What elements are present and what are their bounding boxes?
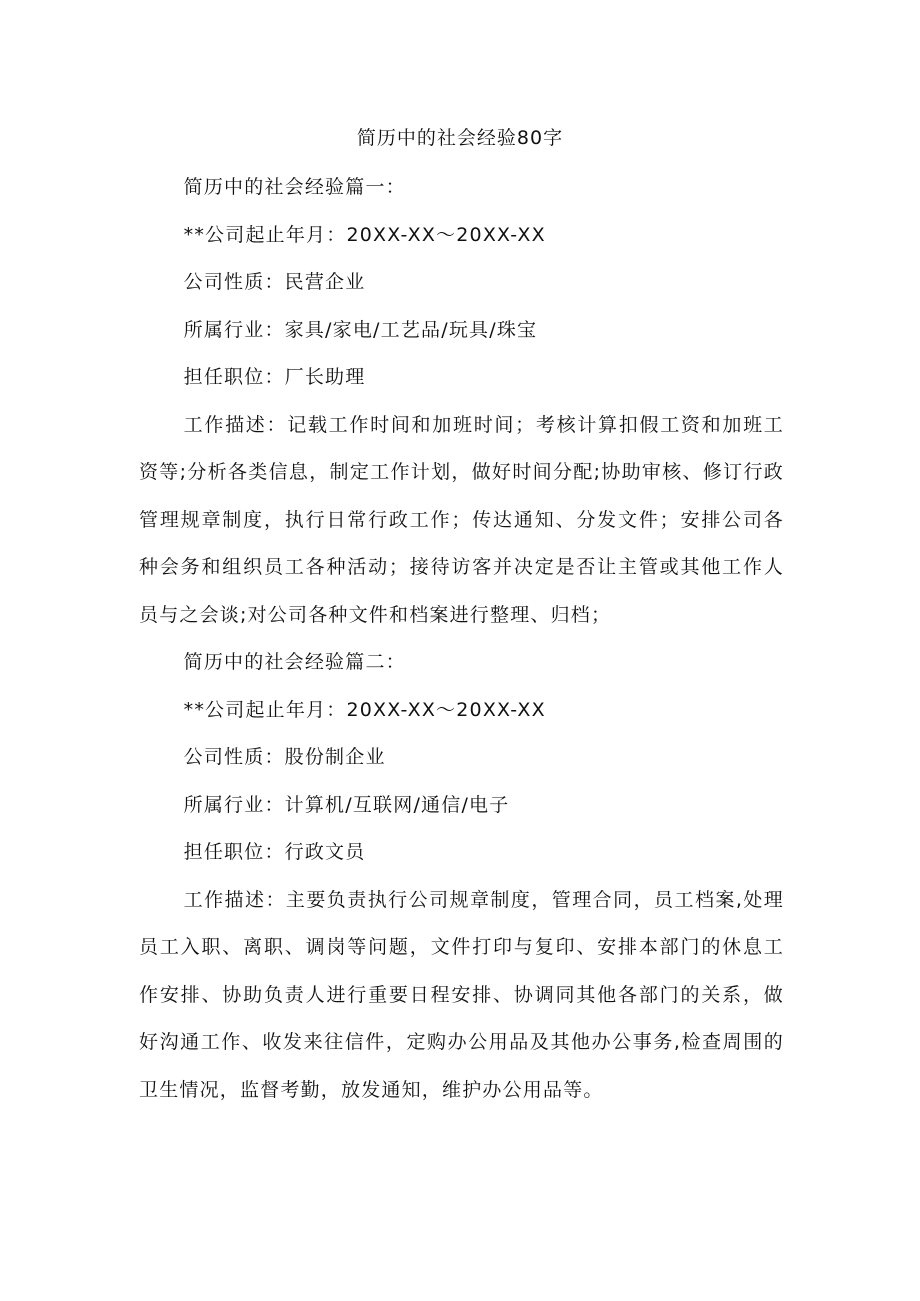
- company-nature: 公司性质：民营企业: [183, 271, 366, 293]
- industry: 所属行业：计算机/互联网/通信/电子: [183, 793, 510, 816]
- experience-section-2: [139, 639, 784, 1114]
- position: 担任职位：厂长助理: [183, 366, 366, 388]
- industry: 所属行业：家具/家电/工艺品/玩具/珠宝: [183, 318, 538, 341]
- document-body: [139, 164, 784, 1114]
- section-heading: 简历中的社会经验篇二：: [183, 651, 406, 673]
- job-description: 工作描述：记载工作时间和加班时间；考核计算扣假工资和加班工资等;分析各类信息，制定工作计划，做好时间分配;协助审核、修订行政管理规章制度，执行日常行政工作；传达通知、分发文件；安排公司各种会务和组织员工各种活动；接待访客并决定是否让主管或其他工作人员与之会谈;对公司各种文件和档案进行整理、归档；: [139, 413, 784, 626]
- company-period: **公司起止年月：20XX-XX～20XX-XX: [183, 698, 546, 721]
- document-title: 简历中的社会经验80字: [356, 127, 564, 149]
- position: 担任职位：行政文员: [183, 841, 366, 863]
- experience-section-1: [139, 164, 784, 639]
- job-description: 工作描述：主要负责执行公司规章制度，管理合同，员工档案,处理员工入职、离职、调岗等问题，文件打印与复印、安排本部门的休息工作安排、协助负责人进行重要日程安排、协调同其他各部门的关系，做好沟通工作、收发来往信件，定购办公用品及其他办公事务,检查周围的卫生情况，监督考勤，放发通知，维护办公用品等。: [139, 888, 784, 1101]
- company-nature: 公司性质：股份制企业: [183, 746, 386, 768]
- company-period: **公司起止年月：20XX-XX～20XX-XX: [183, 223, 546, 246]
- section-heading: 简历中的社会经验篇一：: [183, 176, 406, 198]
